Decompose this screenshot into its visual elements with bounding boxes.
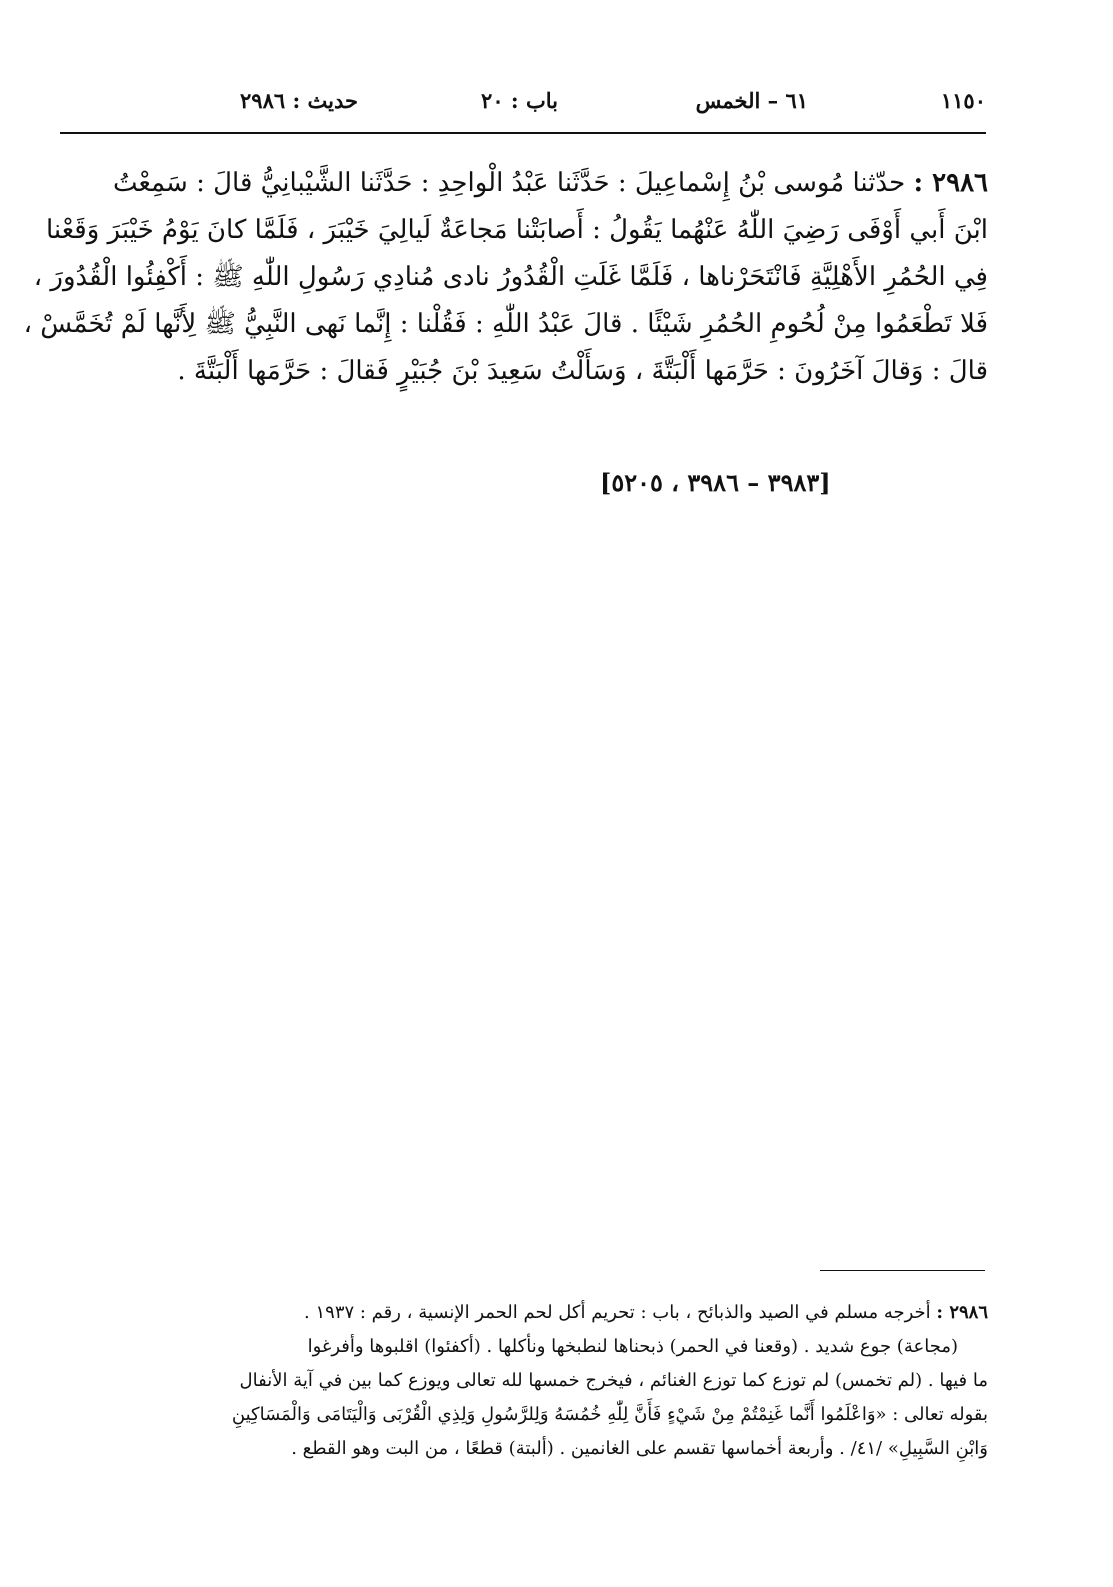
footnote-divider <box>820 1270 985 1271</box>
footnote-line: وَابْنِ السَّبِيلِ» /٤١/ . وأربعة أخماسها تقسم على الغانمين . (ألبتة) قطعًا ، من البت وهو القطع . <box>291 1438 988 1459</box>
hadith-line: قالَ : وَقالَ آخَرُونَ : حَرَّمَها أَلْبَتَّةَ ، وَسَأَلْتُ سَعِيدَ بْنَ جُبَيْرٍ فَقالَ : حَرَّمَها أَلْبَتَّةَ . <box>177 356 988 386</box>
footnote-line: ما فيها . (لم تخمس) لم توزع كما توزع الغنائم ، فيخرج خمسها لله تعالى ويوزع كما بين في آية الأنفال <box>239 1370 988 1391</box>
footnotes <box>128 1296 988 1466</box>
footnote-line: (مجاعة) جوع شديد . (وقعنا في الحمر) ذبحناها لنطبخها ونأكلها . (أكفئوا) اقلبوها وأفرغوا <box>307 1336 958 1357</box>
hadith-line: فِي الحُمُرِ الأَهْلِيَّةِ فَانْتَحَرْناها ، فَلَمَّا غَلَتِ الْقُدُورُ نادى مُنادِي رَسُولِ اللّٰهِ ﷺ : أَكْفِئُوا الْقُدُورَ ، <box>33 262 988 292</box>
hadith-text <box>23 160 988 395</box>
running-header <box>60 88 986 124</box>
hadith-line: ابْنَ أَبي أَوْفَى رَضِيَ اللّٰهُ عَنْهُما يَقُولُ : أَصابَتْنا مَجاعَةٌ لَيالِيَ خَيْبَرَ ، فَلَمَّا كانَ يَوْمُ خَيْبَرَ وَقَعْنا <box>45 215 988 245</box>
hadith-line: فَلا تَطْعَمُوا مِنْ لُحُومِ الحُمُرِ شَيْئًا . قالَ عَبْدُ اللّٰهِ : فَقُلْنا : إِنَّما نَهى النَّبِيُّ ﷺ لِأَنَّها لَمْ تُخَمَّسْ ، <box>23 309 988 339</box>
footnote-line-text: أخرجه مسلم في الصيد والذبائح ، باب : تحريم أكل لحم الحمر الإنسية ، رقم : ١٩٣٧ . <box>304 1302 931 1323</box>
page-number: ١١٥٠ <box>940 88 986 113</box>
footnote-number: ٢٩٨٦ : <box>936 1302 988 1323</box>
hadith-label: حديث : ٢٩٨٦ <box>240 88 358 113</box>
hadith-line <box>112 160 988 207</box>
hadith-number: ٢٩٨٦ : <box>913 168 988 198</box>
footnote-line <box>128 1296 988 1330</box>
footnote-line: بقوله تعالى : «وَاعْلَمُوا أَنَّما غَنِمْتُمْ مِنْ شَيْءٍ فَأَنَّ لِلّٰهِ خُمُسَهُ وَلِلرَّسُولِ وَلِذِي الْقُرْبَى وَالْيَتَامَى وَالْمَسَاكِينِ <box>231 1404 988 1425</box>
chapter-label: باب : ٢٠ <box>481 88 558 113</box>
header-divider <box>60 132 986 134</box>
hadith-line-text: حدّثنا مُوسى بْنُ إِسْماعِيلَ : حَدَّثَنا عَبْدُ الْواحِدِ : حَدَّثَنا الشَّيْبانِيُّ قالَ : سَمِعْتُ <box>112 168 906 198</box>
cross-references: [٣٩٨٣ – ٣٩٨٦ ، ٥٢٠٥] <box>600 468 831 497</box>
book-title: ٦١ – الخمس <box>695 88 808 113</box>
